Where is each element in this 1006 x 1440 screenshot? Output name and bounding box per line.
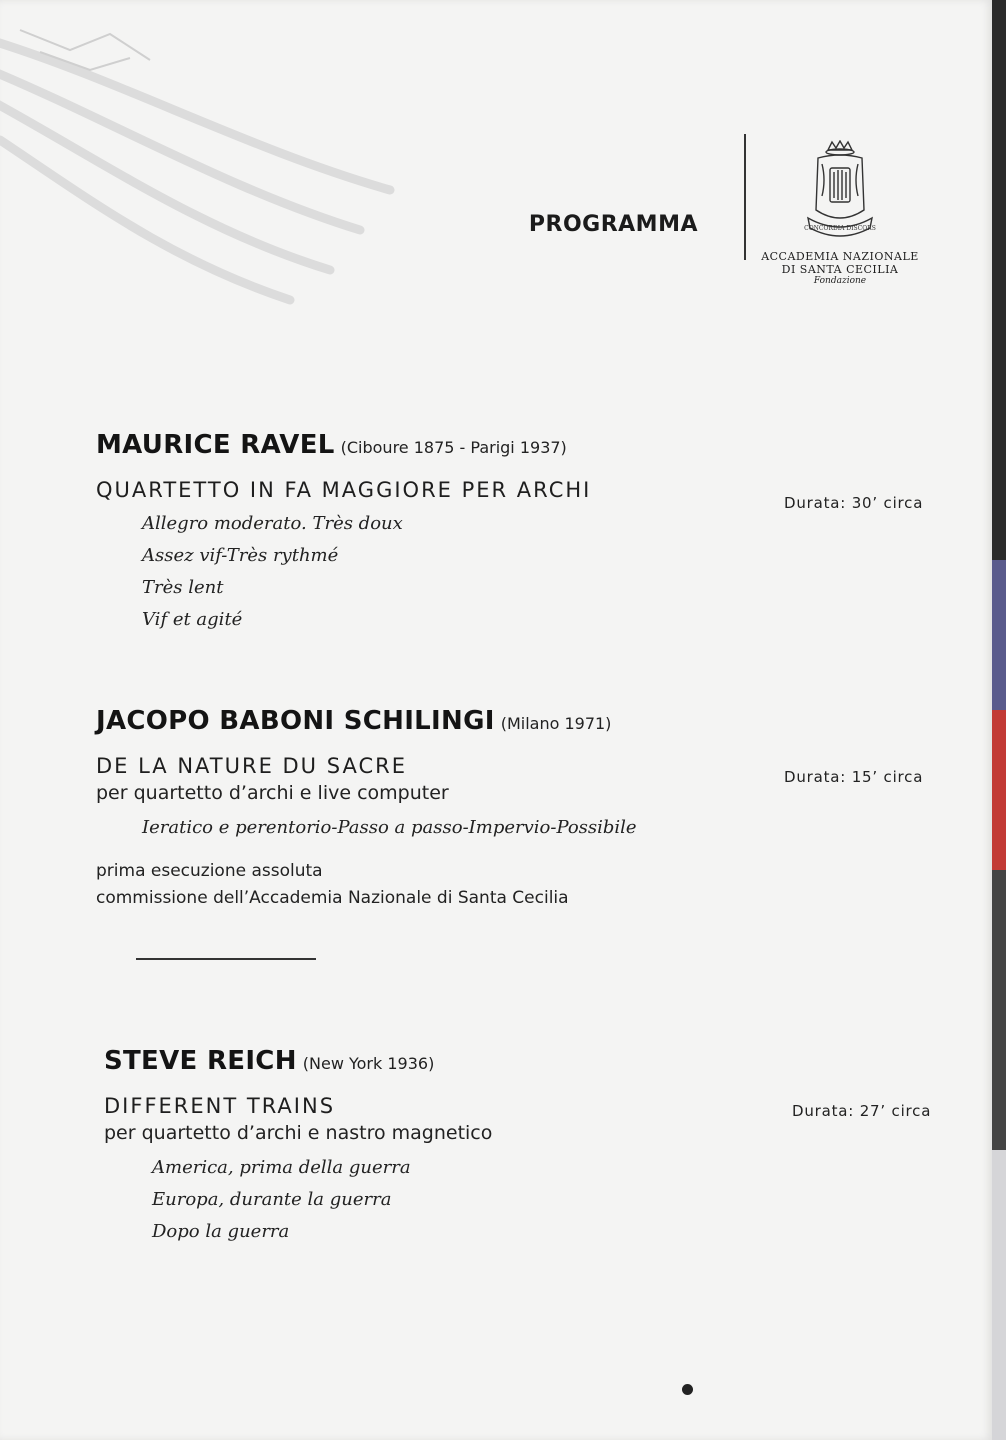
logo-subtitle: Fondazione bbox=[813, 276, 867, 286]
movement: Très lent bbox=[142, 577, 224, 598]
composer-name: MAURICE RAVEL bbox=[96, 430, 335, 460]
note-line: commissione dell’Accademia Nazionale di Santa Cecilia bbox=[96, 888, 569, 908]
decorative-swoosh-graphic bbox=[0, 0, 460, 360]
header-divider bbox=[744, 134, 746, 260]
composer-name: JACOPO BABONI SCHILINGI bbox=[96, 706, 495, 736]
work-subtitle: per quartetto d’archi e nastro magnetico bbox=[104, 1122, 493, 1144]
work-subtitle: per quartetto d’archi e live computer bbox=[96, 782, 449, 804]
page-marker-dot bbox=[682, 1384, 693, 1395]
program-item-ravel bbox=[96, 430, 722, 636]
composer-dates: (Ciboure 1875 - Parigi 1937) bbox=[340, 438, 567, 457]
movement: Dopo la guerra bbox=[152, 1221, 290, 1242]
duration-label: Durata: 30’ circa bbox=[784, 494, 924, 512]
movement: Allegro moderato. Très doux bbox=[142, 513, 403, 534]
movement-list bbox=[142, 508, 722, 636]
section-divider bbox=[136, 958, 316, 960]
movement-list bbox=[152, 1152, 722, 1248]
movement: Ieratico e perentorio-Passo a passo-Impervio-Possibile bbox=[142, 817, 637, 838]
work-title: QUARTETTO IN FA MAGGIORE PER ARCHI bbox=[96, 478, 592, 502]
work-title: DE LA NATURE DU SACRE bbox=[96, 754, 407, 778]
composer-heading bbox=[104, 1046, 722, 1076]
logo-name-line1: ACCADEMIA NAZIONALE bbox=[761, 250, 919, 263]
academy-logo bbox=[760, 140, 920, 286]
note-line: prima esecuzione assoluta bbox=[96, 861, 323, 881]
program-item-reich bbox=[104, 1046, 722, 1248]
duration-label: Durata: 27’ circa bbox=[792, 1102, 932, 1120]
composer-dates: (Milano 1971) bbox=[500, 714, 612, 733]
work-title: DIFFERENT TRAINS bbox=[104, 1094, 336, 1118]
duration-label: Durata: 15’ circa bbox=[784, 768, 924, 786]
academy-crest-icon bbox=[800, 140, 880, 244]
composer-dates: (New York 1936) bbox=[302, 1054, 435, 1073]
page-title: PROGRAMMA bbox=[528, 212, 698, 237]
page-edge-strip bbox=[992, 0, 1006, 1440]
movement-list bbox=[142, 812, 722, 844]
composer-heading bbox=[96, 706, 722, 736]
movement: Europa, durante la guerra bbox=[152, 1189, 392, 1210]
program-item-baboni-schilingi bbox=[96, 706, 722, 912]
composer-name: STEVE REICH bbox=[104, 1046, 297, 1076]
movement: Assez vif-Très rythmé bbox=[142, 545, 339, 566]
composer-heading bbox=[96, 430, 722, 460]
logo-name-line2: DI SANTA CECILIA bbox=[781, 263, 899, 276]
premiere-notes bbox=[96, 858, 722, 912]
movement: Vif et agité bbox=[142, 609, 243, 630]
movement: America, prima della guerra bbox=[152, 1157, 411, 1178]
logo-motto: CONCORDIA DISCORS bbox=[804, 225, 876, 232]
